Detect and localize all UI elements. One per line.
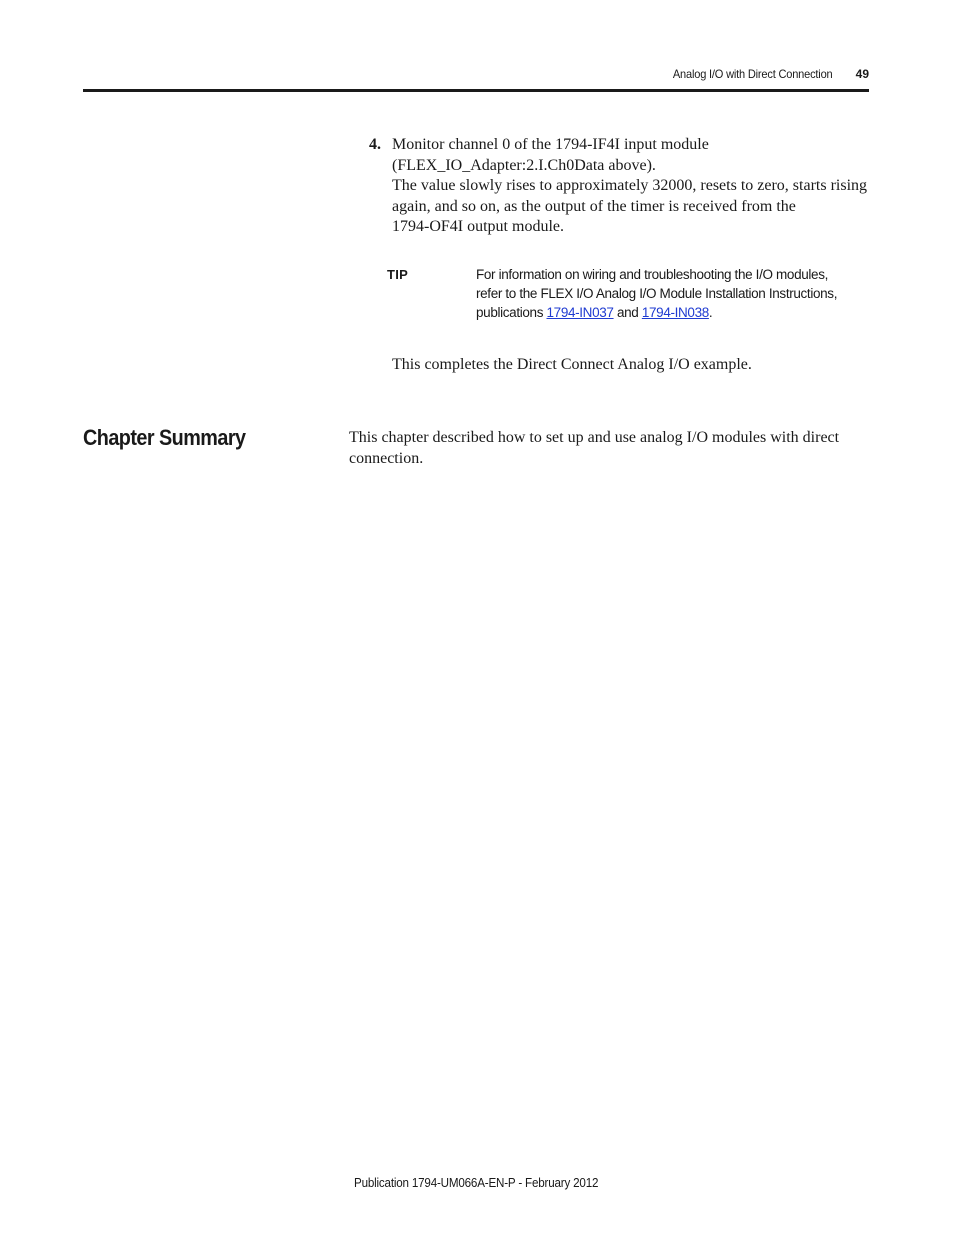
summary-line: connection. <box>349 449 424 467</box>
completion-text: This completes the Direct Connect Analog I/O example. <box>392 356 752 373</box>
step-line: (FLEX_IO_Adapter:2.I.Ch0Data above). <box>392 156 656 174</box>
step-body <box>392 135 869 238</box>
step-line: The value slowly rises to approximately 32000, resets to zero, starts rising <box>392 177 868 194</box>
running-header-title: Analog I/O with Direct Connection <box>672 67 832 81</box>
page-number: 49 <box>855 67 869 81</box>
tip-line: For information on wiring and troubleshooting the I/O modules, <box>476 267 829 282</box>
step-line: Monitor channel 0 of the 1794-IF4I input module <box>392 136 709 153</box>
publication-footer: Publication 1794-UM066A-EN-P - February 2012 <box>354 1176 599 1190</box>
step-line: again, and so on, as the output of the timer is received from the <box>392 197 796 215</box>
header-rule <box>83 89 869 92</box>
chapter-summary-heading: Chapter Summary <box>83 425 246 450</box>
tip-line: refer to the FLEX I/O Analog I/O Module Installation Instructions, <box>476 286 838 301</box>
link-1794-in038[interactable]: 1794-IN038 <box>641 305 709 320</box>
tip-line <box>476 303 876 322</box>
step-line: 1794-OF4I output module. <box>392 218 564 235</box>
link-1794-in037[interactable]: 1794-IN037 <box>546 305 614 320</box>
tip-label: TIP <box>387 267 409 282</box>
procedure-step-4 <box>369 135 869 238</box>
chapter-summary-text <box>349 428 869 469</box>
step-number: 4. <box>369 136 381 153</box>
tip-text: . <box>708 305 713 320</box>
tip-body <box>476 265 876 322</box>
tip-text: publications <box>476 305 547 320</box>
tip-text: and <box>613 305 642 320</box>
summary-line: This chapter described how to set up and use analog I/O modules with direct <box>349 429 840 446</box>
